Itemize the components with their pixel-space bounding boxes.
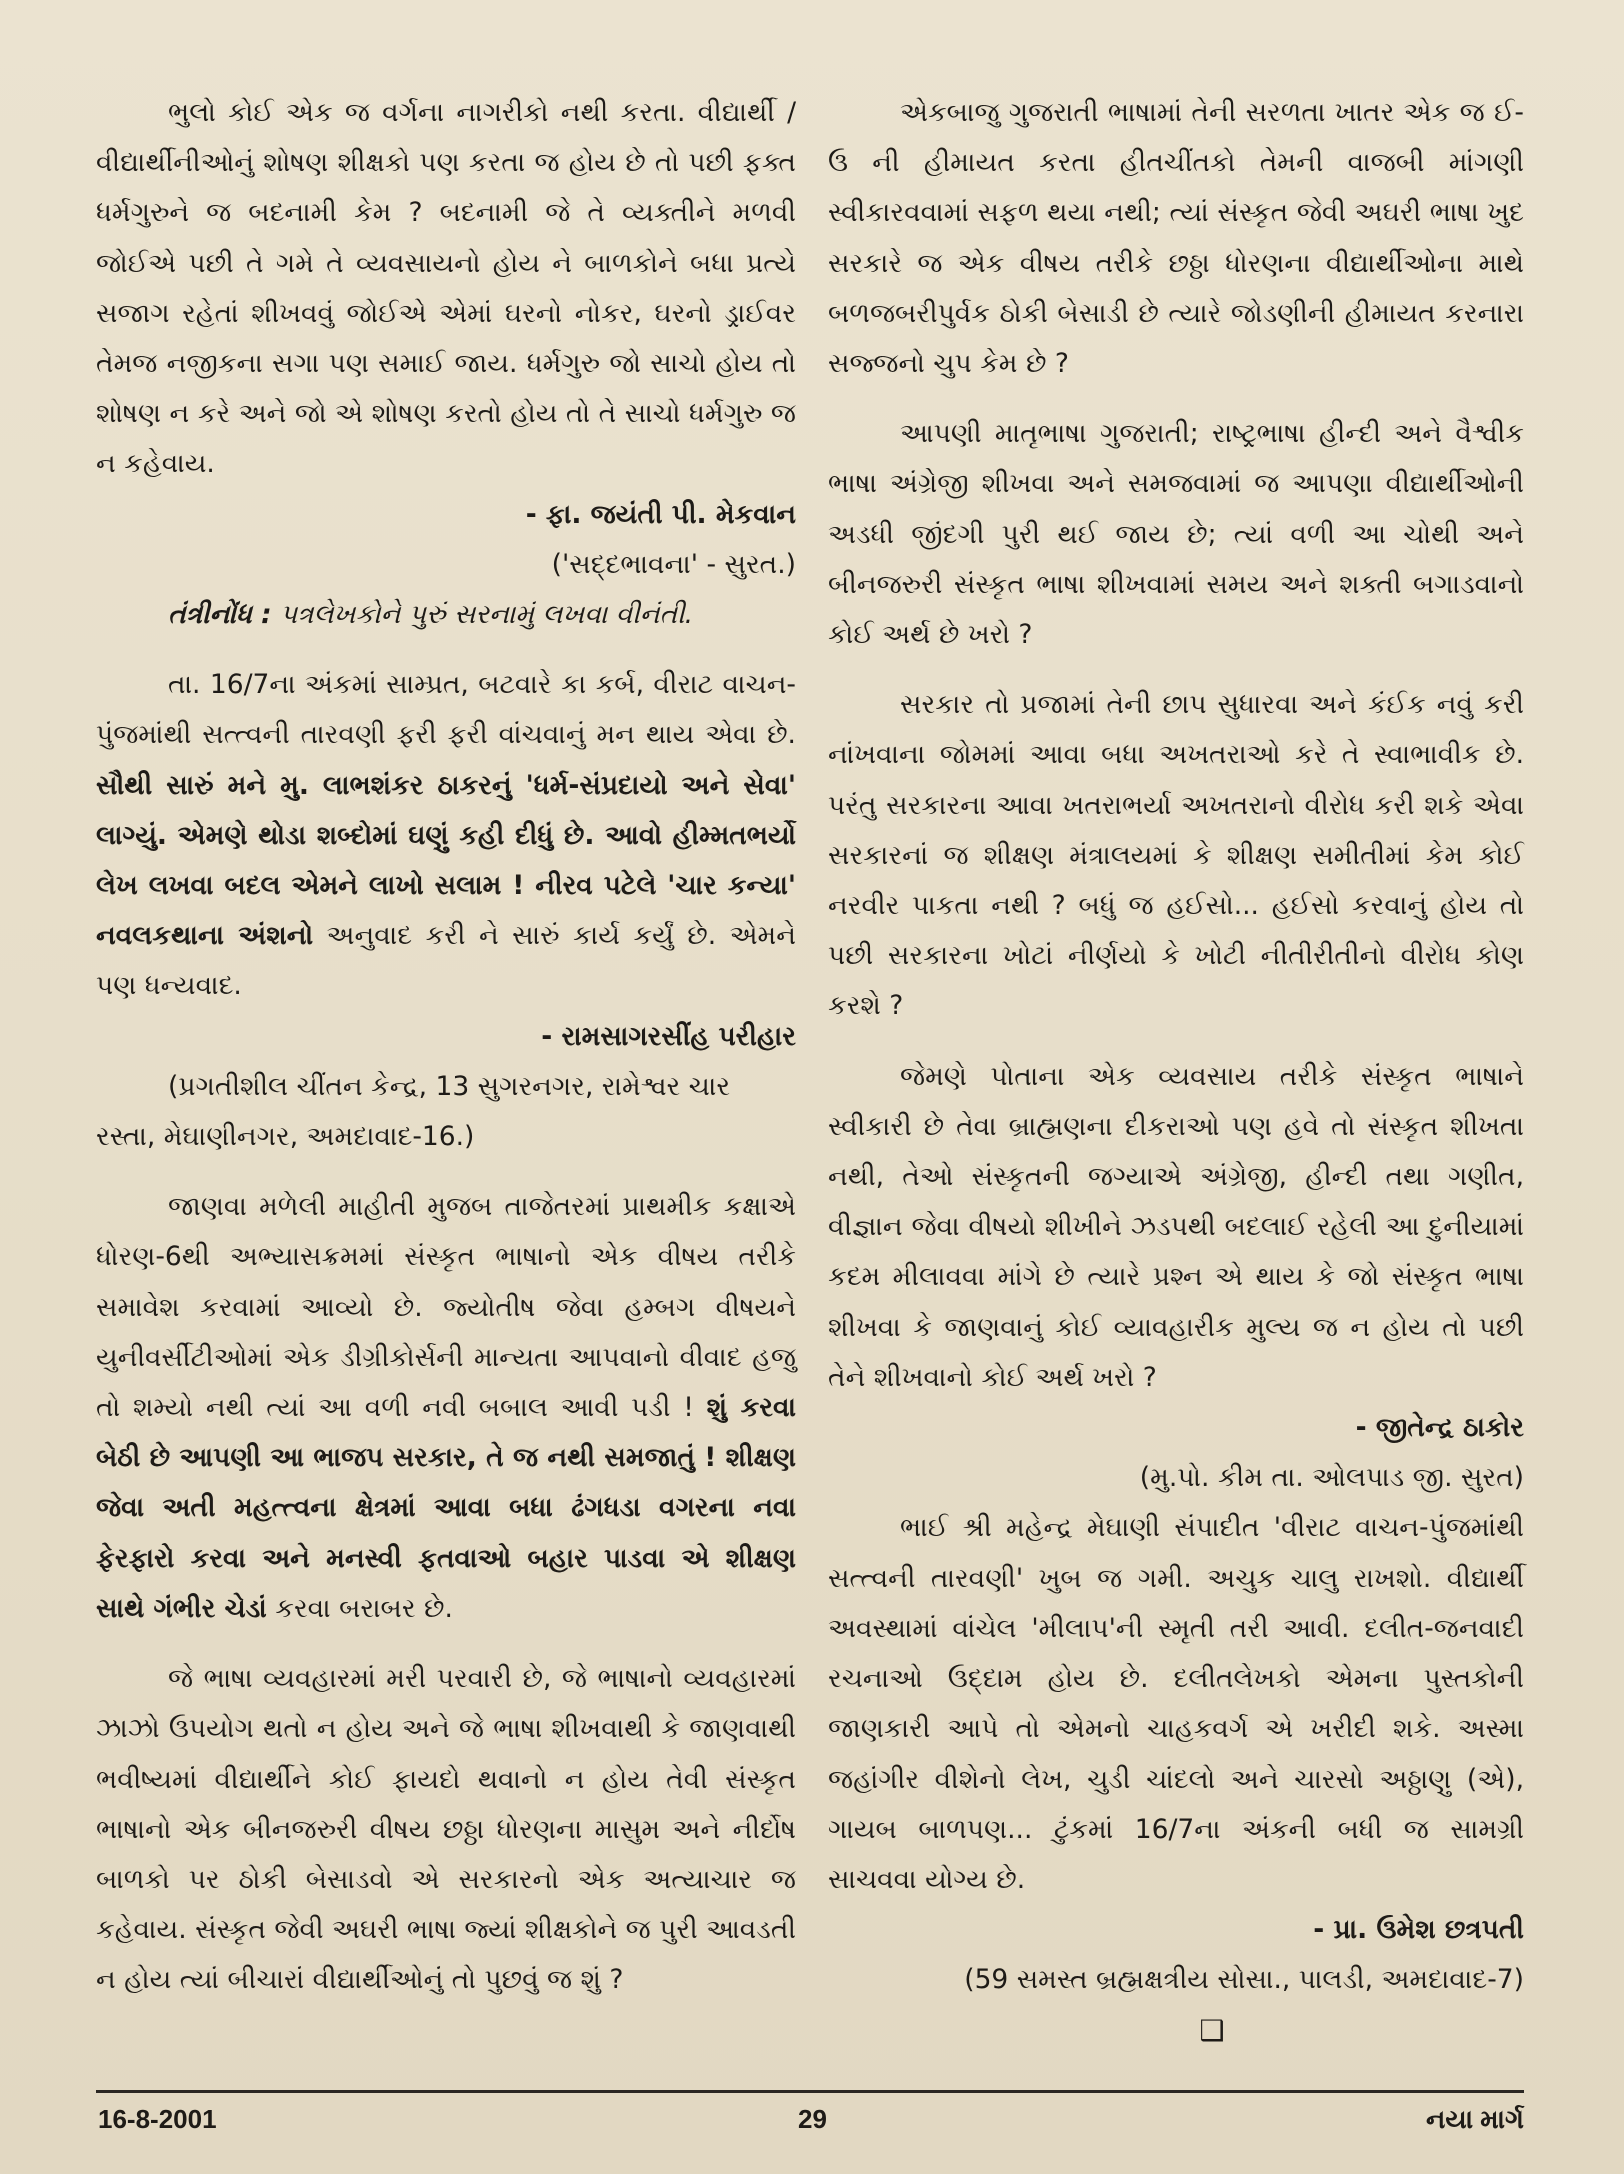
- letter-paragraph: [96, 660, 796, 1011]
- footer-date: 16-8-2001: [98, 2104, 217, 2134]
- letter-signature: - પ્રા. ઉમેશ છત્રપતી: [1313, 1914, 1524, 1946]
- letter-address: (59 સમસ્ત બ્રહ્મક્ષત્રીય સોસા., પાલડી, અમદાવાદ-7): [964, 1964, 1524, 1996]
- letter-paragraph: આપણી માતૃભાષા ગુજરાતી; રાષ્ટ્રભાષા હીન્દી અને વૈશ્વીક ભાષા અંગ્રેજી શીખવા અને સમજવામાં જ આપણા વીદ્યાર્થીઓની અડધી જીંદગી પુરી થઈ જાય છે; ત્યાં વળી આ ચોથી અને બીનજરુરી સંસ્કૃત ભાષા શીખવામાં સમય અને શક્તી બગાડવાનો કોઈ અર્થ છે ખરો ?: [828, 418, 1524, 651]
- footer-rule: [96, 2090, 1524, 2093]
- right-column: [828, 88, 1524, 2056]
- letter-paragraph: ભાઈ શ્રી મહેન્દ્ર મેઘાણી સંપાદીત 'વીરાટ વાચન-પુંજમાંથી સત્ત્વની તારવણી' ખુબ જ ગમી. અચુક ચાલુ રાખશો. વીદ્યાર્થી અવસ્થામાં વાંચેલ 'મીલાપ'ની સ્મૃતી તરી આવી. દલીત-જનવાદી રચનાઓ ઉદ્દામ હોય છે. દલીતલેખકો એમના પુસ્તકોની જાણકારી આપે તો એમનો ચાહકવર્ગ એ ખરીદી શકે. અસ્મા જહાંગીર વીશેનો લેખ, ચુડી ચાંદલો અને ચારસો અઠ્ઠાણુ (એ), ગાયબ બાળપણ... ટુંકમાં 16/7ના અંકની બધી જ સામગ્રી સાચવવા યોગ્ય છે.: [828, 1512, 1524, 1895]
- letter-text: અનુવાદ કરી ને સારું કાર્ય કર્યું છે. એમને પણ ધન્યવાદ.: [96, 920, 797, 1002]
- letter-text-bold: સૌથી સારું મને મુ. લાભશંકર ઠાકરનું 'ધર્મ-સંપ્રદાયો અને સેવા' લાગ્યું. એમણે થોડા શબ્દોમાં ઘણું કહી દીધું છે. આવો હીમ્મતભર્યો લેખ લખવા બદલ એમને લાખો સલામ ! નીરવ પટેલે 'ચાર કન્યા' નવલકથાના અંશનો: [96, 769, 796, 952]
- letter-text-bold: શું કરવા બેઠી છે આપણી આ ભાજપ સરકાર, તે જ નથી સમજાતું ! શીક્ષણ જેવા અતી મહત્ત્વના ક્ષેત્રમાં આવા બધા ઢંગધડા વગરના નવા ફેરફારો કરવા અને મનસ્વી ફતવાઓ બહાર પાડવા એ શીક્ષણ સાથે ગંભીર ચેડાં: [96, 1392, 796, 1624]
- letter-text: કરવા બરાબર છે.: [275, 1592, 453, 1624]
- letter-paragraph: એકબાજુ ગુજરાતી ભાષામાં તેની સરળતા ખાતર એક જ ઈ-ઉ ની હીમાયત કરતા હીતચીંતકો તેમની વાજબી માંગણી સ્વીકારવવામાં સફળ થયા નથી; ત્યાં સંસ્કૃત જેવી અઘરી ભાષા ખુદ સરકારે જ એક વીષય તરીકે છઠ્ઠા ધોરણના વીદ્યાર્થીઓના માથે બળજબરીપુર્વક ઠોકી બેસાડી છે ત્યારે જોડણીની હીમાયત કરનારા સજ્જનો ચુપ કેમ છે ?: [828, 97, 1524, 380]
- letter-text: જાણવા મળેલી માહીતી મુજબ તાજેતરમાં પ્રાથમીક કક્ષાએ ધોરણ-6થી અભ્યાસક્રમમાં સંસ્કૃત ભાષાનો એક વીષય તરીકે સમાવેશ કરવામાં આવ્યો છે. જ્યોતીષ જેવા હમ્બગ વીષયને યુનીવર્સીટીઓમાં એક ડીગ્રીકોર્સની માન્યતા આપવાનો વીવાદ હજુ તો શમ્યો નથી ત્યાં આ વળી નવી બબાલ આવી પડી !: [96, 1191, 796, 1424]
- editor-note: [96, 590, 796, 640]
- letter-paragraph: જે ભાષા વ્યવહારમાં મરી પરવારી છે, જે ભાષાનો વ્યવહારમાં ઝાઝો ઉપયોગ થતો ન હોય અને જે ભાષા શીખવાથી કે જાણવાથી ભવીષ્યમાં વીદ્યાર્થીને કોઈ ફાયદો થવાનો ન હોય તેવી સંસ્કૃત ભાષાનો એક બીનજરુરી વીષય છઠ્ઠા ધોરણના માસુમ અને નીર્દોષ બાળકો પર ઠોકી બેસાડવો એ સરકારનો એક અત્યાચાર જ કહેવાય. સંસ્કૃત જેવી અઘરી ભાષા જ્યાં શીક્ષકોને જ પુરી આવડતી ન હોય ત્યાં બીચારાં વીદ્યાર્થીઓનું તો પુછવું જ શું ?: [96, 1663, 796, 1996]
- letter-paragraph: જેમણે પોતાના એક વ્યવસાય તરીકે સંસ્કૃત ભાષાને સ્વીકારી છે તેવા બ્રાહ્મણના દીકરાઓ પણ હવે તો સંસ્કૃત શીખતા નથી, તેઓ સંસ્કૃતની જગ્યાએ અંગ્રેજી, હીન્દી તથા ગણીત, વીજ્ઞાન જેવા વીષયો શીખીને ઝડપથી બદલાઈ રહેલી આ દુનીયામાં કદમ મીલાવવા માંગે છે ત્યારે પ્રશ્ન એ થાય કે જો સંસ્કૃત ભાષા શીખવા કે જાણવાનું કોઈ વ્યાવહારીક મુલ્ય જ ન હોય તો પછી તેને શીખવાનો કોઈ અર્થ ખરો ?: [828, 1060, 1524, 1393]
- letter-address: ('સદ્દભાવના' - સુરત.): [551, 548, 796, 580]
- letter-paragraph: [96, 1182, 796, 1634]
- letter-address: (પ્રગતીશીલ ચીંતન કેન્દ્ર, 13 સુગરનગર, રામેશ્વર ચાર રસ્તા, મેઘાણીનગર, અમદાવાદ-16.): [96, 1070, 731, 1153]
- letter-paragraph: ભુલો કોઈ એક જ વર્ગના નાગરીકો નથી કરતા. વીદ્યાર્થી / વીદ્યાર્થીનીઓનું શોષણ શીક્ષકો પણ કરતા જ હોય છે તો પછી ફક્ત ધર્મગુરુને જ બદનામી કેમ ? બદનામી જે તે વ્યક્તીને મળવી જોઈએ પછી તે ગમે તે વ્યવસાયનો હોય ને બાળકોને બધા પ્રત્યે સજાગ રહેતાં શીખવવું જોઈએ એમાં ઘરનો નોકર, ઘરનો ડ્રાઈવર તેમજ નજીકના સગા પણ સમાઈ જાય. ધર્મગુરુ જો સાચો હોય તો શોષણ ન કરે અને જો એ શોષણ કરતો હોય તો તે સાચો ધર્મગુરુ જ ન કહેવાય.: [96, 97, 796, 480]
- left-column: [96, 88, 796, 2006]
- end-of-section-icon: ❑: [1199, 2013, 1225, 2047]
- letter-text: તા. 16/7ના અંકમાં સામ્પ્રત, બટવારે કા કર્બ, વીરાટ વાચન-પુંજમાંથી સત્ત્વની તારવણી ફરી ફરી વાંચવાનું મન થાય એવા છે.: [96, 669, 796, 751]
- letter-signature: - ફા. જયંતી પી. મેકવાન: [525, 498, 796, 530]
- magazine-title: નયા માર્ગ: [1426, 2104, 1524, 2134]
- letter-signature: - જીતેન્દ્ર ઠાકોર: [1355, 1412, 1524, 1444]
- letter-paragraph: સરકાર તો પ્રજામાં તેની છાપ સુધારવા અને કંઈક નવું કરી નાંખવાના જોમમાં આવા બધા અખતરાઓ કરે તે સ્વાભાવીક છે. પરંતુ સરકારના આવા ખતરાભર્યા અખતરાનો વીરોધ કરી શકે એવા સરકારનાં જ શીક્ષણ મંત્રાલયમાં કે શીક્ષણ સમીતીમાં કેમ કોઈ નરવીર પાકતા નથી ? બધું જ હઈસો... હઈસો કરવાનું હોય તો પછી સરકારના ખોટાં નીર્ણયો કે ખોટી નીતીરીતીનો વીરોધ કોણ કરશે ?: [828, 689, 1524, 1022]
- letter-address: (મુ.પો. કીમ તા. ઓલપાડ જી. સુરત): [1139, 1462, 1524, 1494]
- page-number: 29: [798, 2104, 827, 2134]
- letter-signature: - રામસાગરસીંહ પરીહાર: [541, 1020, 796, 1052]
- editor-note-text: પત્રલેખકોને પુરું સરનામું લખવા વીનંતી.: [279, 599, 694, 631]
- editor-note-label: તંત્રીનોંધ :: [168, 599, 272, 631]
